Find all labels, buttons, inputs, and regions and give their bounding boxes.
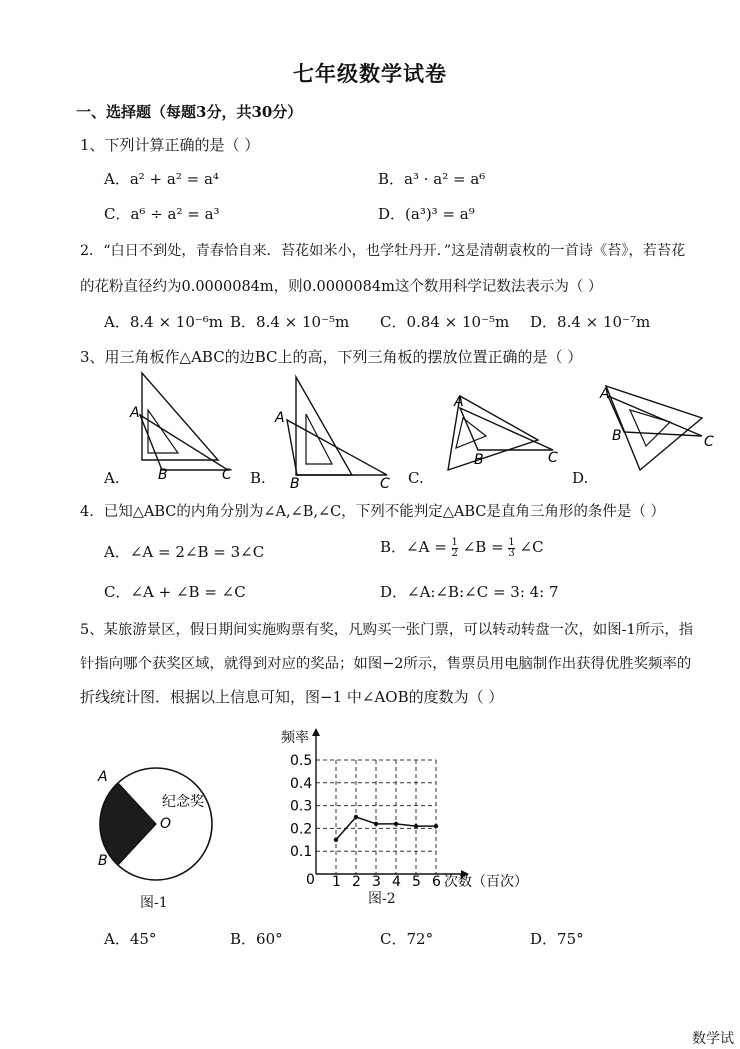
q2-option-b: B．8.4 × 10⁻⁵m <box>230 313 350 331</box>
q1-option-a: A．a² + a² = a⁴ <box>104 170 219 188</box>
label-c: C <box>548 450 558 466</box>
q4-stem: 4．已知△ABC的内角分别为∠A,∠B,∠C，下列不能判定△ABC是直角三角形的条件是（ ） <box>80 504 666 520</box>
q2-option-d: D．8.4 × 10⁻⁷m <box>530 313 651 331</box>
series-segment <box>396 824 416 826</box>
label-b: B <box>474 452 484 468</box>
fraction-half <box>452 538 458 559</box>
tick-layer <box>290 753 441 890</box>
x-tick-label: 3 <box>372 874 381 890</box>
denominator: 3 <box>508 547 515 559</box>
y-axis-label: 频率 <box>281 730 309 746</box>
data-point <box>374 822 378 826</box>
x-tick-label: 5 <box>412 874 421 890</box>
page-footer: 数学试 <box>692 1031 734 1047</box>
series-segment <box>356 817 376 824</box>
y-tick-label: 0.1 <box>290 844 313 861</box>
set-square-inner <box>630 410 670 446</box>
y-tick-label: 0.2 <box>290 821 313 838</box>
x-tick-label: 6 <box>432 874 441 890</box>
q5-stem-line1: 5、某旅游景区，假日期间实施购票有奖，凡购买一张门票，可以转动转盘一次，如图-1所示，指 <box>80 622 694 638</box>
triangle-abc <box>460 408 553 450</box>
q1-option-c: C．a⁶ ÷ a² = a³ <box>104 205 220 223</box>
q3-stem: 3、用三角板作△ABC的边BC上的高，下列三角板的摆放位置正确的是（ ） <box>80 348 583 366</box>
label-b: B <box>98 853 108 869</box>
numerator: 1 <box>451 536 458 548</box>
label-b: B <box>290 476 300 492</box>
set-square-outer <box>296 377 352 475</box>
exam-title: 七年级数学试卷 <box>293 61 447 86</box>
triangle-abc <box>140 415 228 470</box>
q4-option-b-suffix: ∠C <box>519 538 544 556</box>
data-point <box>434 824 438 828</box>
q5-option-a: A．45° <box>104 930 157 948</box>
q5-stem-line2: 针指向哪个获奖区域，就得到对应的奖品；如图−2所示，售票员用电脑制作出获得优胜奖频率的 <box>80 656 692 672</box>
label-c: C <box>704 434 714 450</box>
q2-option-c: C．0.84 × 10⁻⁵m <box>380 313 510 331</box>
q4-option-b <box>380 536 544 559</box>
q5-figure-2-chart <box>276 720 556 895</box>
q5-option-c: C．72° <box>380 930 434 948</box>
grid-layer <box>316 760 436 874</box>
figure-1-caption: 图-1 <box>140 895 168 911</box>
q2-option-a: A．8.4 × 10⁻⁶m <box>104 313 224 331</box>
y-tick-label: 0.4 <box>290 775 313 792</box>
set-square-inner <box>306 414 332 464</box>
data-point <box>394 822 398 826</box>
q2-stem-line2: 的花粉直径约为0.0000084m，则0.0000084m这个数用科学记数法表示为（ ） <box>80 279 603 295</box>
numerator: 1 <box>508 536 515 548</box>
q3-figure-c <box>418 378 578 488</box>
q5-figure-1-spinner <box>88 752 228 912</box>
label-a: A <box>98 769 108 785</box>
label-b: B <box>158 467 168 483</box>
q4-option-c: C．∠A + ∠B = ∠C <box>104 583 246 601</box>
frequency-line-chart <box>276 720 556 895</box>
q2-stem-line1: 2．“白日不到处，青春恰自来．苔花如米小，也学牡丹开．”这是清朝袁枚的一首诗《苔》，若苔花 <box>80 243 686 259</box>
q5-option-d: D．75° <box>530 930 584 948</box>
label-o: O <box>160 816 172 832</box>
section-heading: 一、选择题（每题3分，共30分） <box>76 103 303 121</box>
q3-figure-a <box>100 365 250 485</box>
q3-option-b: B. <box>250 469 266 487</box>
q1-option-b: B．a³ · a² = a⁶ <box>378 170 486 188</box>
y-tick-label: 0.5 <box>290 753 313 769</box>
data-point <box>334 838 338 842</box>
q4-option-d: D．∠A:∠B:∠C = 3: 4: 7 <box>380 583 559 601</box>
label-a: A <box>130 405 140 421</box>
q4-option-a: A．∠A = 2∠B = 3∠C <box>104 543 265 561</box>
label-a: A <box>275 410 285 426</box>
sector-aob <box>100 783 156 865</box>
q3-option-c: C. <box>408 469 424 487</box>
label-a: A <box>600 386 610 402</box>
data-point <box>414 824 418 828</box>
label-a: A <box>454 394 464 410</box>
label-b: B <box>612 428 622 444</box>
q3-figure-b <box>262 372 402 492</box>
q3-option-a: A. <box>104 469 120 487</box>
figure-2-caption: 图-2 <box>368 891 396 907</box>
sector-label: 纪念奖 <box>162 794 204 810</box>
q4-option-b-prefix: B．∠A = <box>380 538 447 556</box>
q1-stem: 1、下列计算正确的是（ ） <box>80 136 260 154</box>
denominator: 2 <box>451 547 458 559</box>
label-c: C <box>222 467 232 483</box>
x-tick-label: 4 <box>392 874 401 890</box>
x-tick-label: 2 <box>352 874 361 890</box>
label-c: C <box>380 476 390 492</box>
q5-option-b: B．60° <box>230 930 283 948</box>
q3-option-d: D. <box>572 469 589 487</box>
x-tick-label: 1 <box>332 874 341 890</box>
x-tick-label: 0 <box>306 872 315 888</box>
q3-figure-d <box>590 380 720 480</box>
x-axis-label: 次数（百次） <box>444 874 528 890</box>
data-point <box>354 815 358 819</box>
y-tick-label: 0.3 <box>290 798 313 815</box>
q5-stem-line3: 折线统计图．根据以上信息可知，图−1 中∠AOB的度数为（ ） <box>80 688 504 706</box>
q4-option-b-middle: ∠B = <box>462 538 504 556</box>
fraction-third <box>508 538 514 559</box>
y-axis-arrow <box>312 728 320 736</box>
q1-option-d: D．(a³)³ = a⁹ <box>378 205 475 223</box>
